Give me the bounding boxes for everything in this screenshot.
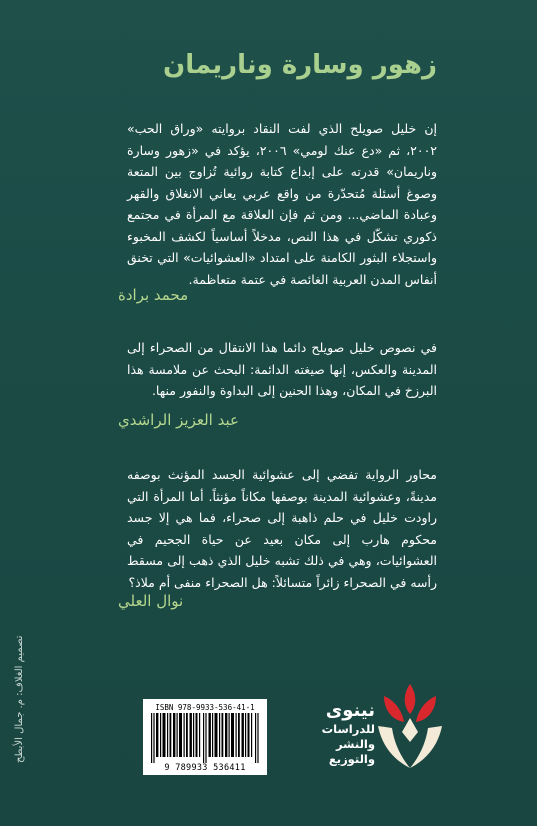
blurb-paragraph-3: محاور الرواية تفضي إلى عشوائية الجسد المؤنث بوصفه مدينةً، وعشوائية المدينة بوصفها مكاناً مؤنثاً. أما المرأة التي راودت خليل في حلم ذاهبة إلى صحراء، فما هي إلا جسد محكوم هارب إلى مكان بعيد عن حياة الجحيم في العشوائيات، وهي في ذلك تشبه خليل الذي ذهب إلى مسقط رأسه في الصحراء زائراً متسائلاً: هل الصحراء منفى أم ملاذ؟ — [127, 467, 437, 590]
blurb-author-3: نوال العلي — [118, 592, 184, 610]
isbn-barcode — [143, 699, 267, 775]
publisher-name-block — [290, 700, 375, 767]
blurb-paragraph-2: في نصوص خليل صويلح دائما هذا الانتقال من الصحراء إلى المدينة والعكس، إنها صيغته الدائمة: البحث عن ملامسة هذا البرزخ في المكان، وهذا الحنين إلى البداوة والنفور منها. — [127, 340, 437, 398]
blurb-author-1: محمد برادة — [118, 286, 189, 304]
blurb-author-2: عبد العزيز الراشدي — [118, 411, 239, 429]
design-credit: تصميم الغلاف: م. جمال الأبطح — [14, 635, 25, 763]
publisher-logo-icon — [370, 680, 450, 772]
publisher-line-3: والتوزيع — [328, 752, 375, 766]
publisher-name: نينوى — [325, 700, 375, 721]
book-title: زهور وسارة وناريمان — [163, 50, 437, 80]
isbn-label: ISBN 978-9933-536-41-1 — [155, 703, 255, 712]
publisher-line-1: للدراسات — [321, 722, 375, 736]
blurb-paragraph-1: إن خليل صويلح الذي لفت النقاد بروايته «وراق الحب» ٢٠٠٢، ثم «دع عنك لومي» ٢٠٠٦، يؤكد في «زهور وسارة وناريمان» قدرته على إبداع كتابة روائية تُزاوج بين المتعة وصوغ أسئلة مُتحدّرة من واقع عربي يعاني الانغلاق والقهر وعبادة الماضي... ومن ثم فإن العلاقة مع المرأة في مجتمع ذكوري تشكّل في هذا النص، مدخلاً أساسياً لكشف المخبوء واستجلاء البثور الكامنة على امتداد «العشوائيات» التي تخنق أنفاس المدن العربية الغائصة في عتمة متعاظمة. — [127, 121, 437, 287]
publisher-line-2: والنشر — [336, 737, 375, 751]
barcode-bars — [151, 713, 259, 763]
barcode-digits: 9 789933 536411 — [164, 763, 246, 773]
